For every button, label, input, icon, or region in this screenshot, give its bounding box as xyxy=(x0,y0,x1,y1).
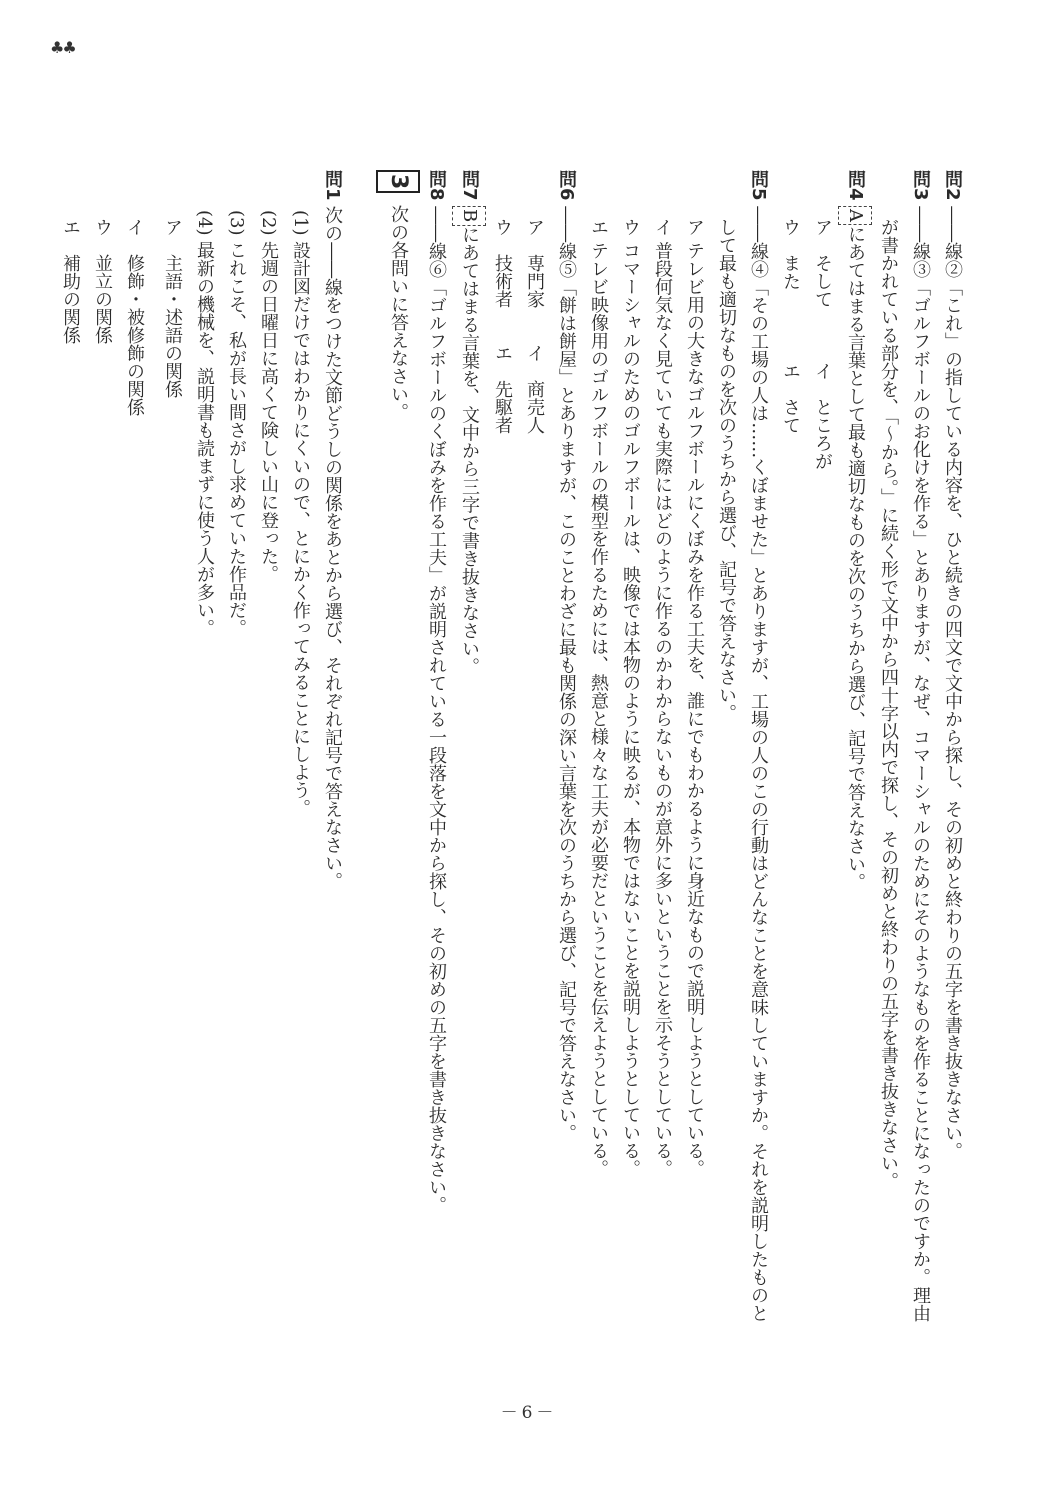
choice-letter: エ xyxy=(588,218,609,236)
exam-page xyxy=(54,170,968,1400)
blank-box-a: A xyxy=(838,206,872,225)
example-item xyxy=(284,170,316,1400)
question-label: 問5 xyxy=(748,170,769,201)
question-label: 問1 xyxy=(322,170,343,201)
choice-item xyxy=(678,170,710,1400)
choice-letter: ウ xyxy=(492,218,513,236)
blank-box-b: B xyxy=(452,206,486,225)
page-number: －6－ xyxy=(500,1403,558,1423)
choice-text: 並立の関係 xyxy=(92,254,113,344)
choice-text: 専門家 xyxy=(524,254,545,308)
question-text: ――線③「ゴルフボールのお化けを作る」とありますが、なぜ、コマーシャルのためにそのようなものを作ることになったのですか。理由 xyxy=(910,206,931,1323)
question-label: 問7 xyxy=(459,170,480,201)
choice-letter: ア xyxy=(812,218,833,236)
choice-item xyxy=(614,170,646,1400)
question-5-continued: して最も適切なものを次のうちから選び、記号で答えなさい。 xyxy=(716,218,737,722)
choice-text: 先駆者 xyxy=(492,380,513,434)
question-text: にあてはまる言葉として最も適切なものを次のうちから選び、記号で答えなさい。 xyxy=(845,225,866,892)
question-text: ――線⑥「ゴルフボールのくぼみを作る工夫」が説明されている一段落を文中から探し、その初めの五字を書き抜きなさい。 xyxy=(426,206,447,1215)
choice-text: 修飾・被修飾の関係 xyxy=(124,254,145,416)
choice-text: 普段何気なく見ていても実際にはどのように作るのかわからないものが意外に多いということを示そうとしている。 xyxy=(652,241,673,1178)
example-item xyxy=(188,170,220,1400)
question-3-continued: が書かれている部分を、「～から。」に続く形で文中から四十字以内で探し、その初めと終わりの五字を書き抜きなさい。 xyxy=(878,218,899,1190)
choice-item xyxy=(118,170,150,1400)
question-label: 問6 xyxy=(556,170,577,201)
question-7 xyxy=(452,170,486,1400)
choice-letter: ア xyxy=(524,218,545,236)
choice-item xyxy=(86,170,118,1400)
question-text: 次の――線をつけた文節どうしの関係をあとから選び、それぞれ記号で答えなさい。 xyxy=(322,206,343,891)
example-item xyxy=(252,170,284,1400)
item-text: これこそ、私が長い間さがし求めていた作品だ。 xyxy=(226,241,247,638)
choice-letter: ウ xyxy=(780,218,801,236)
choice-text: 補助の関係 xyxy=(60,254,81,344)
choice-letter: ウ xyxy=(620,218,641,236)
choice-letter: イ xyxy=(124,218,145,236)
question-label: 問8 xyxy=(426,170,447,201)
choice-letter: イ xyxy=(652,218,673,236)
question-text: ――線④「その工場の人は……くぼませた」とありますが、工場の人のこの行動はどんなことを意味していますか。それを説明したものと xyxy=(748,206,769,1323)
choice-text: 主語・述語の関係 xyxy=(162,254,183,398)
item-text: 最新の機械を、説明書も読まずに使う人が多い。 xyxy=(194,241,215,638)
choice-letter: ウ xyxy=(92,218,113,236)
choice-text: 技術者 xyxy=(492,254,513,308)
page-footer xyxy=(0,1398,1058,1423)
choice-letter: イ xyxy=(812,362,833,380)
choice-row xyxy=(774,170,806,1400)
choice-text: また xyxy=(780,254,801,290)
choice-text: 商売人 xyxy=(524,380,545,434)
question-text: ――線⑤「餅は餅屋」とありますが、このことわざに最も関係の深い言葉を次のうちから選び、記号で答えなさい。 xyxy=(556,206,577,1143)
question-3 xyxy=(904,170,936,1400)
choice-row xyxy=(486,170,518,1400)
choice-letter: ア xyxy=(684,218,705,236)
question-2 xyxy=(936,170,968,1400)
item-number: (4) xyxy=(194,210,215,236)
item-text: 設計図だけではわかりにくいので、とにかく作ってみることにしよう。 xyxy=(290,241,311,818)
section-number-box: 3 xyxy=(376,170,420,193)
question-text: ――線②「これ」の指している内容を、ひと続きの四文で文中から探し、その初めと終わりの五字を書き抜きなさい。 xyxy=(942,206,963,1161)
choice-item xyxy=(582,170,614,1400)
choice-text: コマーシャルのためのゴルフボールは、映像では本物のように映るが、本物ではないことを説明しようとしている。 xyxy=(620,241,641,1178)
question-label: 問2 xyxy=(942,170,963,201)
choice-letter: エ xyxy=(492,344,513,362)
choice-letter: ア xyxy=(162,218,183,236)
example-item xyxy=(220,170,252,1400)
section-instruction: 次の各問いに答えなさい。 xyxy=(388,205,409,422)
choice-letter: イ xyxy=(524,344,545,362)
club-suit-mark: ♣♣ xyxy=(50,38,75,57)
choice-row xyxy=(806,170,838,1400)
choice-letter: エ xyxy=(780,362,801,380)
choice-item xyxy=(54,170,86,1400)
question-label: 問4 xyxy=(845,170,866,201)
question-4 xyxy=(838,170,872,1400)
choice-letter: エ xyxy=(60,218,81,236)
item-number: (3) xyxy=(226,210,247,236)
choice-row xyxy=(518,170,550,1400)
question-5 xyxy=(742,170,774,1400)
choice-text: さて xyxy=(780,398,801,434)
choice-text: ところが xyxy=(812,398,833,470)
choice-item xyxy=(646,170,678,1400)
choice-text: テレビ用の大きなゴルフボールにくぼみを作る工夫を、誰にでもわかるように身近なもので説明しようとしている。 xyxy=(684,241,705,1178)
item-number: (2) xyxy=(258,210,279,236)
question-6 xyxy=(550,170,582,1400)
question-text: にあてはまる言葉を、文中から三字で書き抜きなさい。 xyxy=(459,225,480,676)
section-3-header xyxy=(376,170,420,1400)
item-number: (1) xyxy=(290,210,311,236)
item-text: 先週の日曜日に高くて険しい山に登った。 xyxy=(258,241,279,584)
choice-text: テレビ映像用のゴルフボールの模型を作るためには、熱意と様々な工夫が必要だということを伝えようとしている。 xyxy=(588,241,609,1178)
section-3-question-1 xyxy=(316,170,348,1400)
question-label: 問3 xyxy=(910,170,931,201)
choice-item xyxy=(156,170,188,1400)
question-8 xyxy=(420,170,452,1400)
choice-text: そして xyxy=(812,254,833,308)
